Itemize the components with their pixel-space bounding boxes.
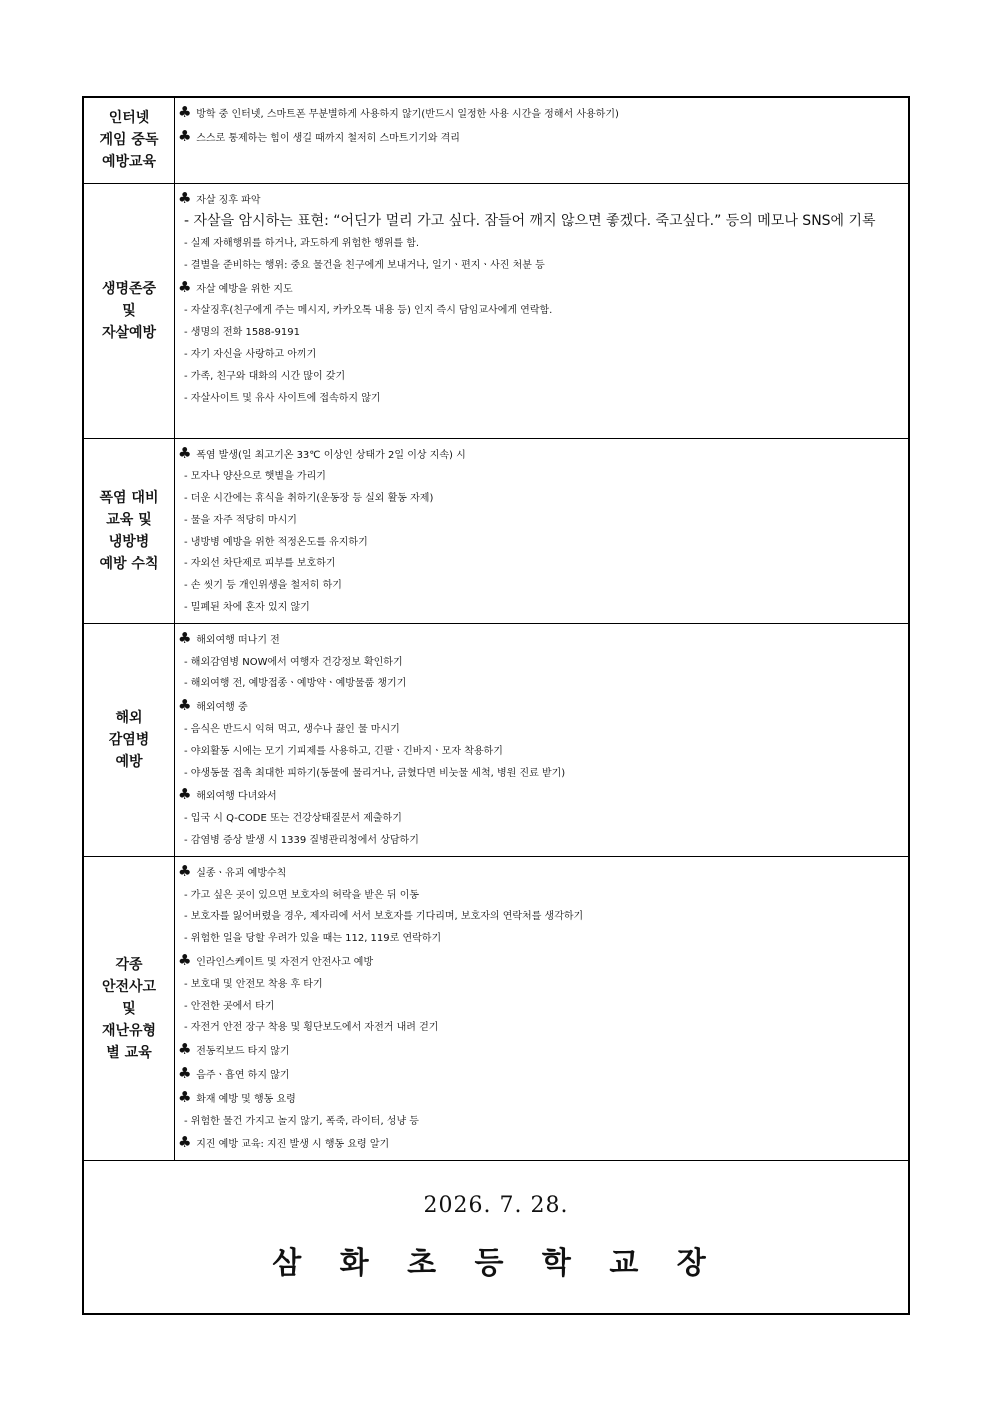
item-text: 화재 예방 및 행동 요령	[196, 1093, 296, 1105]
dash-item	[178, 322, 904, 344]
bullet-heading	[178, 277, 904, 301]
dash-item	[178, 510, 904, 532]
section-content	[175, 623, 910, 856]
item-text: 자전거 안전 장구 착용 및 횡단보도에서 자전거 내려 걷기	[190, 1022, 439, 1034]
section-label-line: 및	[122, 302, 136, 319]
item-text: 실제 자해행위를 하거나, 과도하게 위험한 행위를 함.	[190, 238, 420, 250]
issue-date: 2026. 7. 28.	[423, 1192, 569, 1218]
dash-bullet: -	[184, 327, 191, 339]
item-text: 스스로 통제하는 힘이 생길 때까지 철저히 스마트기기와 격리	[196, 132, 460, 144]
item-text: 가고 싶은 곳이 있으면 보호자의 허락을 받은 뒤 이동	[190, 889, 420, 901]
item-text: 생명의 전화 1588-9191	[190, 327, 300, 339]
item-text: 폭염 발생(일 최고기온 33℃ 이상인 상태가 2일 이상 지속) 시	[196, 449, 466, 461]
item-text: 실종ㆍ유괴 예방수칙	[196, 867, 287, 879]
dash-item	[178, 763, 904, 785]
club-suit-icon: ♣	[178, 696, 192, 715]
item-text: 보호자를 잃어버렸을 경우, 제자리에 서서 보호자를 기다리며, 보호자의 연락처를 생각하기	[190, 911, 584, 923]
item-text: 야외활동 시에는 모기 기피제를 사용하고, 긴팔ㆍ긴바지ㆍ모자 착용하기	[190, 745, 503, 757]
section-label-line: 교육 및	[106, 511, 152, 528]
bullet-heading	[178, 1039, 904, 1063]
club-suit-icon: ♣	[178, 1040, 192, 1059]
item-text: 자살을 암시하는 표현: “어딘가 멀리 가고 싶다. 잠들어 깨지 않으면 좋겠다. 죽고싶다.” 등의 메모나 SNS에 기록	[193, 213, 876, 230]
item-text: 안전한 곳에서 타기	[190, 1000, 275, 1012]
section-label	[83, 438, 175, 623]
dash-bullet: -	[184, 724, 191, 736]
dash-item	[178, 532, 904, 554]
section-label-line: 인터넷	[108, 110, 150, 127]
item-text: 야생동물 접촉 최대한 피하기(동물에 물리거나, 긁혔다면 비눗물 세척, 병원 진료 받기)	[190, 767, 566, 779]
item-text: 위험한 일을 당할 우려가 있을 때는 112, 119로 연락하기	[190, 933, 442, 945]
item-text: 자살사이트 및 유사 사이트에 접속하지 않기	[190, 392, 381, 404]
dash-item	[178, 211, 904, 233]
section-content	[175, 438, 910, 623]
section-label-line: 각종	[115, 956, 143, 973]
dash-item	[178, 719, 904, 741]
dash-bullet: -	[184, 1000, 191, 1012]
dash-item	[178, 673, 904, 695]
bullet-heading	[178, 126, 904, 150]
dash-item	[178, 300, 904, 322]
section-label-line: 예방 수칙	[99, 555, 159, 572]
notice-table	[82, 96, 910, 1315]
dash-bullet: -	[184, 238, 191, 250]
section-label-line: 예방교육	[101, 154, 157, 171]
club-suit-icon: ♣	[178, 628, 192, 647]
item-text: 해외여행 전, 예방접종ㆍ예방약ㆍ예방물품 챙기기	[190, 678, 407, 690]
section-label-line: 및	[122, 1000, 136, 1017]
dash-bullet: -	[184, 259, 191, 271]
dash-item	[178, 996, 904, 1018]
section-label-line: 해외	[115, 709, 143, 726]
dash-bullet: -	[184, 1115, 191, 1127]
dash-bullet: -	[184, 558, 191, 570]
item-text: 자살 예방을 위한 지도	[196, 283, 293, 295]
section-label	[83, 623, 175, 856]
footer-cell	[83, 1161, 909, 1315]
dash-item	[178, 466, 904, 488]
club-suit-icon: ♣	[178, 188, 192, 207]
section-row	[83, 438, 909, 623]
dash-bullet: -	[184, 813, 191, 825]
item-text: 더운 시간에는 휴식을 취하기(운동장 등 실외 활동 자제)	[190, 493, 434, 505]
item-text: 밀폐된 차에 혼자 있지 않기	[190, 602, 310, 614]
footer-row	[83, 1161, 909, 1315]
item-text: 결별을 준비하는 행위: 중요 물건을 친구에게 보내거나, 일기ㆍ편지ㆍ사진 처분 등	[190, 259, 545, 271]
bullet-heading	[178, 443, 904, 467]
section-content	[175, 183, 910, 438]
bullet-heading	[178, 1063, 904, 1087]
dash-item	[178, 885, 904, 907]
item-text: 위험한 물건 가지고 놀지 않기, 폭죽, 라이터, 성냥 등	[190, 1115, 419, 1127]
item-text: 감염병 증상 발생 시 1339 질병관리청에서 상담하기	[190, 835, 419, 847]
item-text: 자기 자신을 사랑하고 아끼기	[190, 349, 317, 361]
club-suit-icon: ♣	[178, 277, 192, 296]
section-label-line: 폭염 대비	[99, 489, 159, 506]
item-text: 인라인스케이트 및 자전거 안전사고 예방	[196, 957, 374, 969]
dash-bullet: -	[184, 678, 191, 690]
section-content	[175, 856, 910, 1160]
dash-bullet: -	[184, 602, 191, 614]
section-label-line: 자살예방	[101, 324, 157, 341]
section-label	[83, 856, 175, 1160]
section-content	[175, 97, 910, 183]
section-row	[83, 856, 909, 1160]
bullet-heading	[178, 102, 904, 126]
item-text: 자외선 차단제로 피부를 보호하기	[190, 558, 336, 570]
bullet-heading	[178, 628, 904, 652]
item-text: 해외여행 중	[196, 702, 248, 714]
item-text: 입국 시 Q-CODE 또는 건강상태질문서 제출하기	[190, 813, 402, 825]
dash-bullet: -	[184, 493, 191, 505]
section-label-line: 별 교육	[106, 1044, 152, 1061]
item-text: 음식은 반드시 익혀 먹고, 생수나 끓인 물 마시기	[190, 724, 400, 736]
section-row	[83, 183, 909, 438]
dash-bullet: -	[184, 835, 191, 847]
dash-bullet: -	[184, 889, 191, 901]
bullet-heading	[178, 695, 904, 719]
dash-item	[178, 1111, 904, 1133]
dash-item	[178, 652, 904, 674]
bullet-heading	[178, 188, 904, 212]
dash-bullet: -	[184, 514, 191, 526]
section-label-line: 안전사고	[101, 978, 157, 995]
item-text: 손 씻기 등 개인위생을 철저히 하기	[190, 580, 342, 592]
item-text: 음주ㆍ흡연 하지 않기	[196, 1070, 290, 1082]
dash-item	[178, 488, 904, 510]
dash-item	[178, 233, 904, 255]
dash-item	[178, 1017, 904, 1039]
section-label-line: 예방	[115, 753, 143, 770]
club-suit-icon: ♣	[178, 1087, 192, 1106]
dash-bullet: -	[184, 471, 191, 483]
dash-item	[178, 344, 904, 366]
section-label-line: 재난유형	[101, 1022, 157, 1039]
dash-bullet: -	[184, 656, 191, 668]
club-suit-icon: ♣	[178, 951, 192, 970]
dash-item	[178, 575, 904, 597]
dash-item	[178, 808, 904, 830]
section-label	[83, 183, 175, 438]
dash-bullet: -	[184, 536, 191, 548]
section-label-line: 감염병	[108, 731, 150, 748]
section-label	[83, 97, 175, 183]
item-text: 해외여행 다녀와서	[196, 791, 277, 803]
club-suit-icon: ♣	[178, 126, 192, 145]
bullet-heading	[178, 1132, 904, 1156]
dash-item	[178, 553, 904, 575]
table-body	[83, 97, 909, 1161]
section-row	[83, 623, 909, 856]
club-suit-icon: ♣	[178, 443, 192, 462]
dash-item	[178, 906, 904, 928]
club-suit-icon: ♣	[178, 1064, 192, 1083]
item-text: 모자나 양산으로 햇볕을 가리기	[190, 471, 326, 483]
item-text: 방학 중 인터넷, 스마트폰 무분별하게 사용하지 않기(반드시 일정한 사용 시간을 정해서 사용하기)	[196, 109, 619, 120]
dash-bullet: -	[184, 305, 191, 317]
club-suit-icon: ♣	[178, 103, 192, 121]
dash-bullet: -	[184, 911, 191, 923]
club-suit-icon: ♣	[178, 785, 192, 804]
dash-bullet: -	[184, 978, 191, 990]
bullet-heading	[178, 784, 904, 808]
dash-item	[178, 388, 904, 410]
dash-bullet: -	[184, 745, 191, 757]
item-text: 자살징후(친구에게 주는 메시지, 카카오톡 내용 등) 인지 즉시 담임교사에게 연락함.	[190, 305, 553, 317]
dash-item	[178, 597, 904, 619]
item-text: 보호대 및 안전모 착용 후 타기	[190, 978, 323, 990]
item-text: 가족, 친구와 대화의 시간 많이 갖기	[190, 370, 346, 382]
dash-bullet: -	[184, 349, 191, 361]
dash-bullet: -	[184, 213, 194, 230]
section-label-line: 게임 중독	[99, 132, 159, 149]
bullet-heading	[178, 1087, 904, 1111]
club-suit-icon: ♣	[178, 861, 192, 880]
item-text: 전동킥보드 타지 않기	[196, 1046, 290, 1058]
section-label-line: 냉방병	[108, 533, 150, 550]
dash-bullet: -	[184, 370, 191, 382]
item-text: 해외감염병 NOW에서 여행자 건강정보 확인하기	[190, 656, 403, 668]
dash-bullet: -	[184, 933, 191, 945]
section-label-line: 생명존중	[101, 280, 157, 297]
dash-item	[178, 741, 904, 763]
item-text: 물을 자주 적당히 마시기	[190, 514, 297, 526]
dash-bullet: -	[184, 1022, 191, 1034]
dash-item	[178, 255, 904, 277]
section-row	[83, 97, 909, 183]
item-text: 자살 징후 파악	[196, 194, 261, 206]
dash-bullet: -	[184, 767, 191, 779]
school-principal: 삼 화 초 등 학 교 장	[272, 1245, 720, 1281]
dash-bullet: -	[184, 392, 191, 404]
bullet-heading	[178, 950, 904, 974]
bullet-heading	[178, 861, 904, 885]
item-text: 해외여행 떠나기 전	[196, 634, 280, 646]
dash-item	[178, 928, 904, 950]
club-suit-icon: ♣	[178, 1133, 192, 1152]
item-text: 냉방병 예방을 위한 적정온도를 유지하기	[190, 536, 368, 548]
dash-item	[178, 974, 904, 996]
item-text: 지진 예방 교육: 지진 발생 시 행동 요령 알기	[196, 1139, 390, 1151]
dash-item	[178, 830, 904, 852]
dash-bullet: -	[184, 580, 191, 592]
dash-item	[178, 366, 904, 388]
